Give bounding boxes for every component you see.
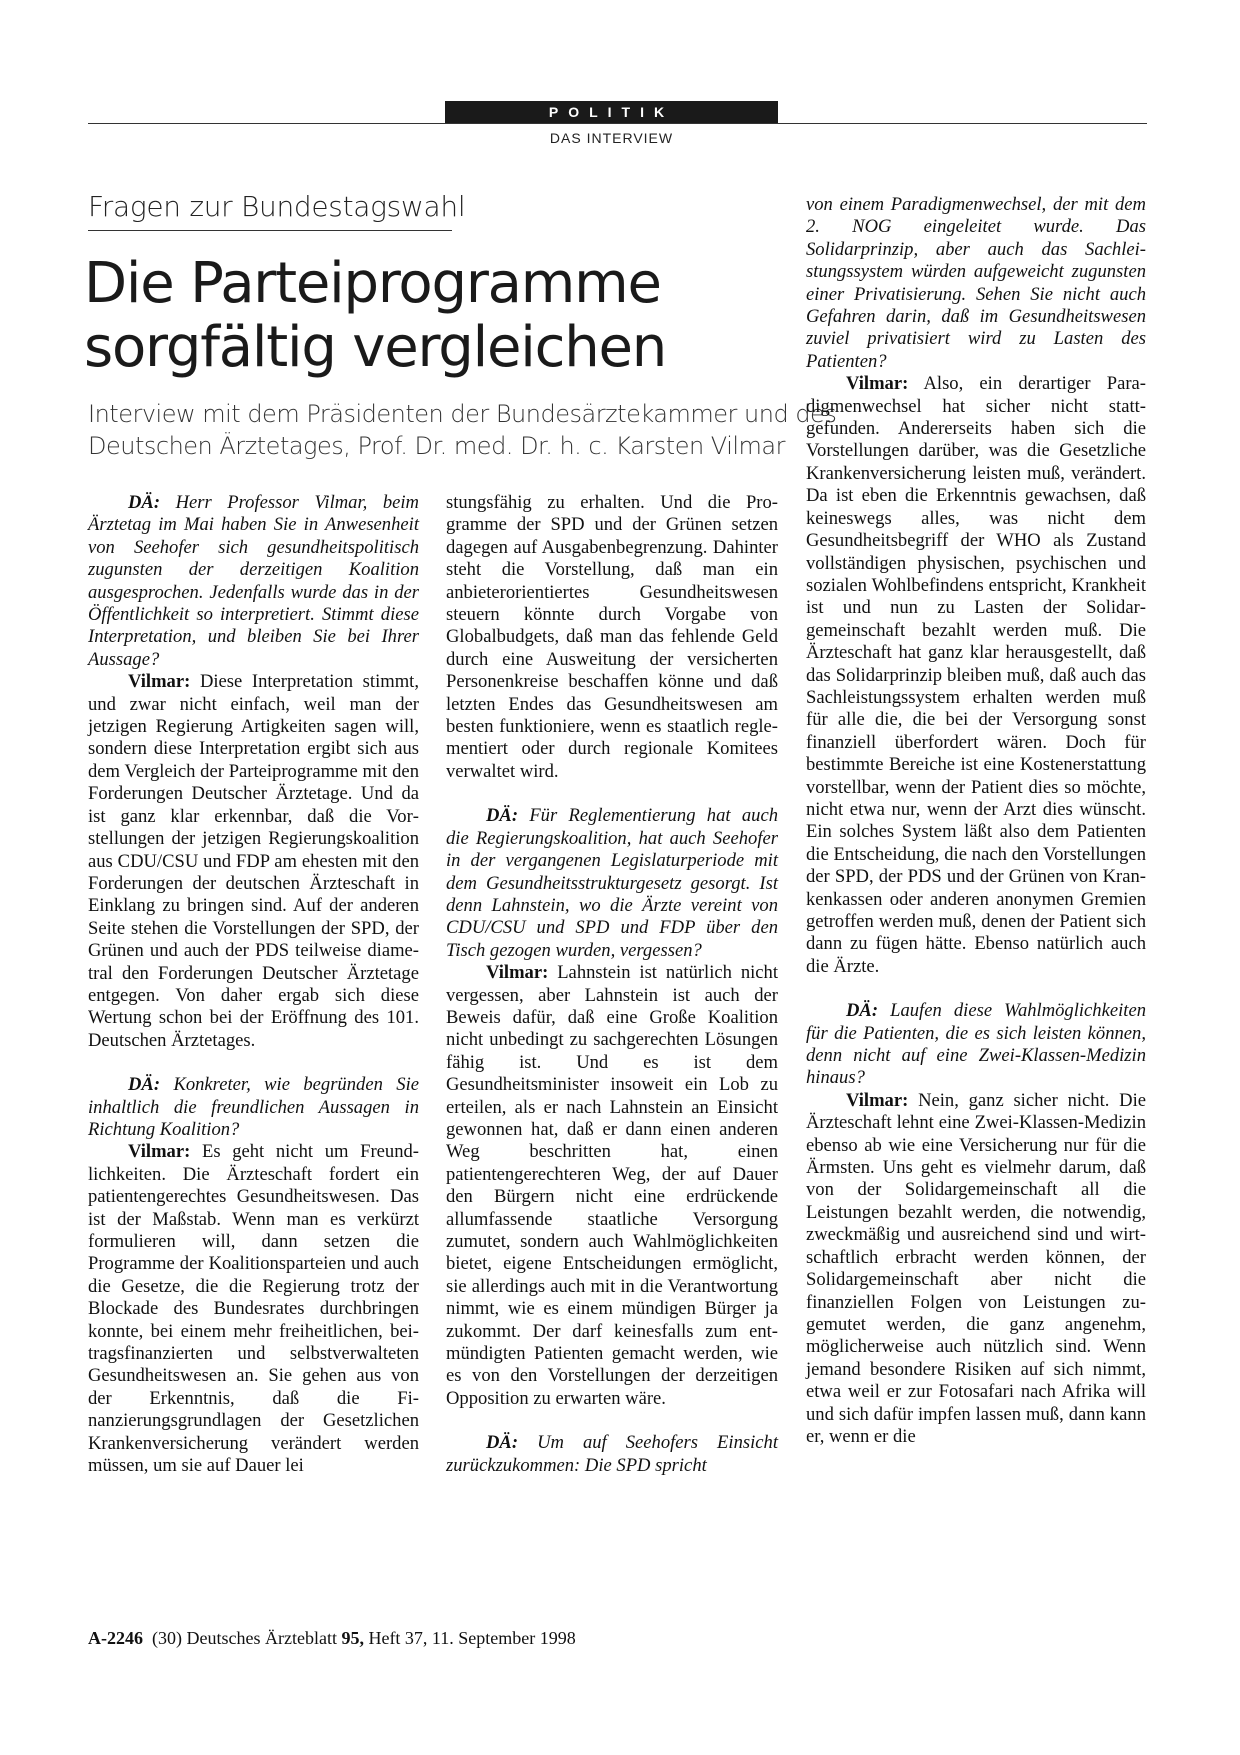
- headline-line-2: sorgfältig vergleichen: [84, 315, 667, 380]
- subsection-label: DAS INTERVIEW: [549, 130, 674, 146]
- question-2: [88, 1074, 419, 1141]
- interviewer-label: DÄ:: [486, 1432, 519, 1454]
- question-4-continued: von einem Paradigmenwechsel, der mit dem 2. NOG eingeleitet wurde. Das Solidarprinzip, aber auch das Sachleistungssystem würden aufgeweicht zugunsten einer Privatisierung. Sehen Sie nicht auch Gefahren darin, daß im Gesundheitswesen zuviel privatisiert wird zu Lasten des Patienten?: [806, 194, 1146, 372]
- answer-text: Lahnstein ist natürlich nicht vergessen, aber Lahnstein ist auch der Beweis dafür, daß eine Große Koalition nicht unbedingt zu sachgerechten Lösungen fähig ist. Und es ist dem Gesundheitsminister insoweit ein Lob zu erteilen, als er nach Lahnstein an Einsicht gewonnen hat, daß er dann einen anderen Weg beschritten hat, einen patientengerechteren Weg, der auf Dauer den Bürgern nicht eine erdrückende allumfassende staatliche Versorgung zumutet, sondern auch Wahlmöglichkeiten bietet, eigene Entscheidungen ermöglicht, sie allerdings auch mit in die Verantwortung nimmt, wie es einem mündigen Bürger ja zukommt. Der darf keinesfalls zum entmündigten Patienten gemacht werden, wie es von den Vorstellungen der derzeitigen Opposition zu erwarten wäre.: [446, 962, 778, 1409]
- question-3: [446, 805, 778, 962]
- answer-text: Diese Interpretation stimmt, und zwar nicht einfach, weil man der jetzigen Regierung Artigkeiten sagen will, sondern diese Interpretation ergibt sich aus dem Vergleich der Parteiprogramme mit den Forderungen Deutscher Ärztetage. Und da ist ganz klar erkennbar, daß die Vorstellungen der jetzigen Regierungskoalition aus CDU/CSU und FDP am ehesten mit den Forderungen der deutschen Ärzteschaft in Einklang zu bringen sind. Auf der anderen Seite stehen die Vorstellungen der SPD, der Grünen und auch der PDS teilweise diametral den Forderungen Deutscher Ärztetage entgegen. Von daher ergab sich diese Wertung schon bei der Eröffnung des 101. Deutschen Ärztetages.: [88, 671, 419, 1051]
- article-column-2: [446, 492, 778, 1477]
- answer-5: [806, 1090, 1146, 1449]
- answer-2: [88, 1141, 419, 1477]
- interviewee-label: Vilmar:: [128, 671, 191, 693]
- page-code: A-2246: [88, 1628, 143, 1648]
- interviewee-label: Vilmar:: [486, 962, 549, 984]
- journal-name: Deutsches Ärzteblatt: [186, 1628, 337, 1648]
- question-text: Konkreter, wie begründen Sie inhaltlich die freundlichen Aussagen in Richtung Koalition?: [88, 1074, 419, 1140]
- question-5: [806, 1000, 1146, 1090]
- question-text: Um auf Seehofers Einsicht zurückzukommen: Die SPD spricht: [446, 1432, 778, 1476]
- kicker-rule: [88, 230, 452, 231]
- headline: [84, 252, 784, 380]
- interviewer-label: DÄ:: [846, 1000, 879, 1022]
- question-4: [446, 1432, 778, 1477]
- answer-2-continued: stungsfähig zu erhalten. Und die Programme der SPD und der Grünen setzen dagegen auf Ausgabenbegrenzung. Dahinter steht die Vorstellung, daß man ein anbieterorientiertes Gesundheitswesen steuern könnte durch Vorgabe von Globalbudgets, daß man das fehlende Geld durch eine Ausweitung der versicherten Personenkreise beschaffen könne und daß letzten Endes das Gesundheitswesen am besten funktioniere, wenn es staatlich reglementiert oder durch regionale Komitees verwaltet wird.: [446, 492, 778, 782]
- interviewee-label: Vilmar:: [128, 1141, 191, 1163]
- interviewer-label: DÄ:: [486, 805, 519, 827]
- question-text: Laufen diese Wahlmöglichkeiten für die Patienten, die es sich leisten können, denn nicht auf eine Zwei-Klassen-Medizin hinaus?: [806, 1000, 1146, 1089]
- header-rule: [88, 123, 1147, 124]
- answer-text: Also, ein derartiger Paradigmenwechsel hat sicher nicht stattgefunden. Andererseits haben sich die Vorstellungen darüber, was die Gesetzliche Krankenversicherung leisten muß, verändert. Da ist eben die Erkenntnis gewachsen, daß keineswegs alles, was nicht dem Gesundheitsbegriff der WHO als Zustand vollständigen physischen, psychischen und sozialen Wohlbefindens entspricht, Krankheit ist und nun zu Lasten der Solidargemeinschaft bezahlt werden muß. Die Ärzteschaft hat ganz klar herausgestellt, daß das Solidarprinzip bleiben muß, daß auch das Sachleistungssystem erhalten werden muß für alle die, die bei der Versorgung sonst finanziell überfordert wären. Doch für bestimmte Bereiche ist eine Kostenerstattung vorstellbar, wenn der Patient dies so möchte, nicht etwa nur, wenn der Arzt dies wünscht. Ein solches System läßt also dem Patienten die Entscheidung, die nach den Vorstellungen der SPD, der PDS und der Grünen von Krankenkassen oder anderen anonymen Gremien getroffen werden muß, denen der Patient sich dann zu fügen hätte. Ebenso natürlich auch die Ärzte.: [806, 373, 1146, 977]
- answer-text: Nein, ganz sicher nicht. Die Ärzteschaft lehnt eine Zwei-Klassen-Medizin ebenso ab wie eine Versicherung nur für die Ärmsten. Uns geht es vielmehr darum, daß von der Solidargemeinschaft all die Leistungen bezahlt werden, die notwendig, zweckmäßig und ausreichend sind und wirtschaftlich erbracht werden können, der Solidargemeinschaft aber nicht die finanziellen Folgen von Leistungen zugemutet werden, die ganz angenehm, möglicherweise auch nützlich sind. Wenn jemand besondere Risiken auf sich nimmt, etwa weil er zur Fotosafari nach Afrika will und sich dafür impfen lassen muß, dann kann er, wenn er die: [806, 1089, 1146, 1447]
- deck-line-1: Interview mit dem Präsidenten der Bundesärztekammer und des: [88, 400, 837, 428]
- question-1: [88, 492, 419, 671]
- interviewee-label: Vilmar:: [846, 1089, 909, 1111]
- answer-1: [88, 671, 419, 1052]
- issue-date: Heft 37, 11. September 1998: [368, 1628, 576, 1648]
- headline-line-1: Die Parteiprogramme: [84, 251, 661, 316]
- journal-volume: 95,: [341, 1628, 364, 1648]
- interviewee-label: Vilmar:: [846, 373, 909, 395]
- page-number: (30): [152, 1628, 182, 1648]
- question-text: Herr Professor Vilmar, beim Ärztetag im Mai haben Sie in Anwesenheit von Seehofer sich gesundheitspolitisch zugunsten der derzeitigen Koalition ausgesprochen. Jedenfalls wurde das in der Öffentlichkeit so interpretiert. Stimmt diese Interpretation, und bleiben Sie bei Ihrer Aussage?: [88, 492, 419, 670]
- article-column-1: [88, 492, 419, 1477]
- interviewer-label: DÄ:: [128, 492, 161, 513]
- kicker: Fragen zur Bundestagswahl: [88, 190, 466, 223]
- answer-4: [806, 373, 1146, 978]
- deck-line-2: Deutschen Ärztetages, Prof. Dr. med. Dr. h. c. Karsten Vilmar: [88, 432, 785, 460]
- article-column-3: [806, 194, 1146, 1448]
- page-footer: [88, 1628, 576, 1649]
- deck: [88, 398, 837, 462]
- question-text: Für Reglementierung hat auch die Regierungskoalition, hat auch Seehofer in der vergangenen Legislaturperiode mit dem Gesundheitsstrukturgesetz gesorgt. Ist denn Lahnstein, wo die Ärzte vereint von CDU/CSU und SPD und FDP über den Tisch gezogen wurden, vergessen?: [446, 805, 778, 961]
- answer-3: [446, 962, 778, 1410]
- interviewer-label: DÄ:: [128, 1074, 161, 1096]
- section-label: POLITIK: [445, 101, 778, 123]
- answer-text: Es geht nicht um Freundlichkeiten. Die Ärzteschaft fordert ein patientengerechtes Gesundheitswesen. Das ist der Maßstab. Wenn man es verkürzt formulieren will, dann setzen die Programme der Koalitionsparteien und auch die Gesetze, die die Regierung trotz der Blockade des Bundesrates durchbringen konnte, bei einem mehr freiheitlichen, beitragsfinanzierten und selbstverwalteten Gesundheitswesen an. Sie gehen aus von der Erkenntnis, daß die Finanzierungsgrundlagen der Gesetzlichen Krankenversicherung verändert werden müssen, um sie auf Dauer lei: [88, 1141, 419, 1477]
